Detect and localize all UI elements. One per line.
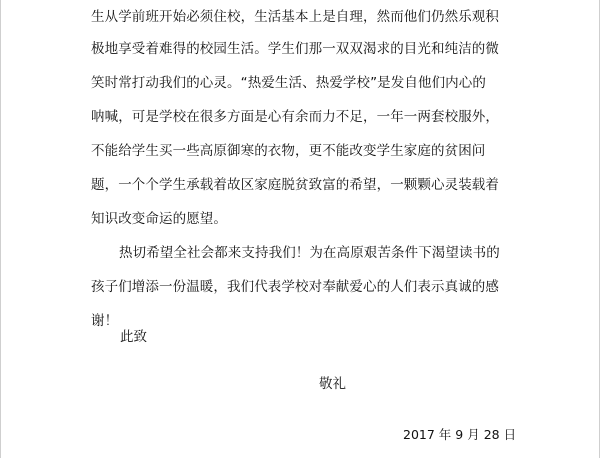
date-day: 28 bbox=[483, 427, 500, 442]
date-year-unit: 年 bbox=[438, 427, 452, 442]
letter-line: 呐喊，可是学校在很多方面是心有余而力不足，一年一两套校服外， bbox=[91, 109, 499, 125]
letter-line: 极地享受着难得的校园生活。学生们那一双双渴求的目光和纯洁的微 bbox=[91, 41, 499, 57]
regards-line: 敬礼 bbox=[319, 376, 346, 392]
date-day-unit: 日 bbox=[503, 427, 517, 442]
closing-salutation: 此致 bbox=[120, 329, 147, 345]
letter-line: 孩子们增添一份温暖，我们代表学校对奉献爱心的人们表示真诚的感 bbox=[91, 279, 499, 295]
letter-line: 生从学前班开始必须住校，生活基本上是自理，然而他们仍然乐观积 bbox=[91, 9, 499, 25]
date-month-unit: 月 bbox=[467, 427, 480, 442]
letter-line: 笑时常打动我们的心灵。“热爱生活、热爱学校”是发自他们内心的 bbox=[91, 75, 486, 91]
letter-body bbox=[91, 0, 521, 336]
letter-date bbox=[403, 425, 516, 443]
letter-line: 题，一个个学生承载着故区家庭脱贫致富的希望，一颗颗心灵装载着 bbox=[91, 177, 499, 193]
letter-line: 知识改变命运的愿望。 bbox=[91, 211, 227, 227]
date-year: 2017 bbox=[403, 427, 435, 442]
letter-line: 谢！ bbox=[91, 313, 119, 329]
date-month: 9 bbox=[455, 427, 464, 442]
letter-line: 不能给学生买一些高原御寒的衣物，更不能改变学生家庭的贫困问 bbox=[91, 143, 486, 159]
letter-line: 热切希望全社会都来支持我们！为在高原艰苦条件下渴望读书的 bbox=[119, 245, 500, 261]
